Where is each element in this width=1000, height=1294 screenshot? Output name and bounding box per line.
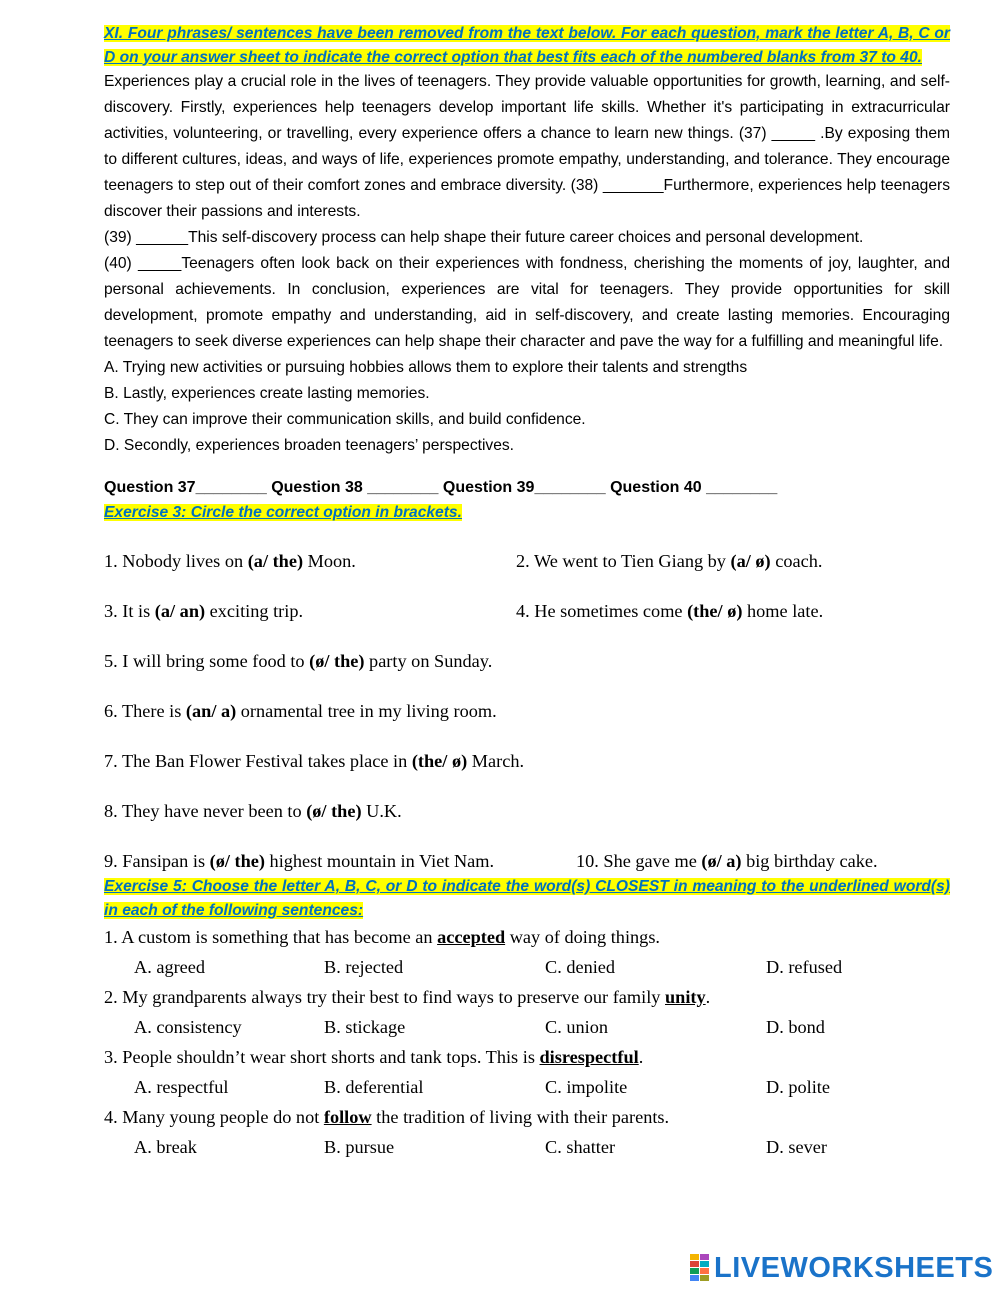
reading-passage bbox=[104, 69, 950, 355]
ex3-item-10[interactable]: 10. She gave me (ø/ a) big birthday cake. bbox=[576, 851, 878, 871]
choice-d[interactable]: D. refused bbox=[766, 957, 843, 977]
exercise-3-row-1 bbox=[104, 551, 950, 601]
ex5-question-4: 4. Many young people do not follow the tradition of living with their parents. bbox=[104, 1107, 670, 1127]
passage-paragraph-3: (40) _____Teenagers often look back on their experiences with fondness, cherishing the moments of joy, laughter, and personal achievements. In conclusion, experiences are vital for teenagers. They provide opportunities for skill development, promote empathy and understanding, aid in self-discovery, and create lasting memories. Encouraging teenagers to seek diverse experiences can help shape their character and pave the way for a fulfilling and meaningful life. bbox=[104, 255, 950, 350]
ex3-item-4[interactable]: 4. He sometimes come (the/ ø) home late. bbox=[516, 601, 824, 621]
worksheet-page bbox=[104, 22, 950, 1162]
passage-paragraph-2: (39) ______This self-discovery process can help shape their future career choices and personal development. bbox=[104, 229, 864, 246]
choice-b[interactable]: B. rejected bbox=[324, 957, 404, 977]
choice-c[interactable]: C. shatter bbox=[545, 1137, 616, 1157]
ex3-item-6[interactable]: 6. There is (an/ a) ornamental tree in my living room. bbox=[104, 701, 497, 721]
ex5-question-1: 1. A custom is something that has become an accepted way of doing things. bbox=[104, 927, 660, 947]
choice-b[interactable]: B. deferential bbox=[324, 1077, 424, 1097]
choice-a[interactable]: A. consistency bbox=[134, 1017, 242, 1037]
choice-a[interactable]: A. respectful bbox=[134, 1077, 229, 1097]
choice-a[interactable]: A. agreed bbox=[134, 957, 206, 977]
answer-line[interactable]: Question 37________ Question 38 ________ Question 39________ Question 40 ________ bbox=[104, 479, 778, 496]
ex3-item-2[interactable]: 2. We went to Tien Giang by (a/ ø) coach. bbox=[516, 551, 823, 571]
choice-c[interactable]: C. denied bbox=[545, 957, 616, 977]
option-a: A. Trying new activities or pursuing hobbies allows them to explore their talents and strengths bbox=[104, 359, 748, 376]
underlined-word: accepted bbox=[437, 927, 506, 947]
exercise-5-heading bbox=[104, 875, 950, 922]
choice-d[interactable]: D. bond bbox=[766, 1017, 825, 1037]
choice-d[interactable]: D. sever bbox=[766, 1137, 827, 1157]
option-c: C. They can improve their communication skills, and build confidence. bbox=[104, 411, 586, 428]
exercise-5-heading-text: Exercise 5: Choose the letter A, B, C, or D to indicate the word(s) CLOSEST in meaning to the underlined word(s) in each of the following sentences: bbox=[104, 878, 950, 919]
exercise-5-questions bbox=[104, 922, 950, 1162]
ex5-choices-1 bbox=[104, 952, 950, 982]
ex3-item-9[interactable]: 9. Fansipan is (ø/ the) highest mountain in Viet Nam. bbox=[104, 851, 495, 871]
exercise-3-row-5 bbox=[104, 751, 950, 801]
choice-d[interactable]: D. polite bbox=[766, 1077, 830, 1097]
ex5-question-3: 3. People shouldn’t wear short shorts and tank tops. This is disrespectful. bbox=[104, 1047, 644, 1067]
exercise-3-row-6 bbox=[104, 801, 950, 851]
liveworksheets-text: LIVEWORKSHEETS bbox=[714, 1251, 994, 1284]
choice-c[interactable]: C. union bbox=[545, 1017, 608, 1037]
underlined-word: unity bbox=[665, 987, 706, 1007]
choice-a[interactable]: A. break bbox=[134, 1137, 197, 1157]
exercise-3-row-2 bbox=[104, 601, 950, 651]
ex5-choices-4 bbox=[104, 1132, 950, 1162]
option-list bbox=[104, 355, 950, 459]
ex5-choices-2 bbox=[104, 1012, 950, 1042]
exercise-3-items bbox=[104, 551, 950, 875]
choice-b[interactable]: B. pursue bbox=[324, 1137, 395, 1157]
section-xi-heading bbox=[104, 22, 950, 69]
option-d: D. Secondly, experiences broaden teenagers’ perspectives. bbox=[104, 437, 515, 454]
ex5-question-2: 2. My grandparents always try their best to find ways to preserve our family unity. bbox=[104, 987, 711, 1007]
exercise-3-heading-text: Exercise 3: Circle the correct option in brackets. bbox=[104, 504, 462, 521]
section-xi-heading-text: XI. Four phrases/ sentences have been removed from the text below. For each question, mark the letter A, B, C or D on your answer sheet to indicate the correct option that best fits each of the numbered blanks from 37 to 40. bbox=[104, 25, 950, 66]
ex3-item-3[interactable]: 3. It is (a/ an) exciting trip. bbox=[104, 601, 304, 621]
underlined-word: disrespectful bbox=[539, 1047, 639, 1067]
liveworksheets-logo bbox=[690, 1252, 993, 1284]
choice-c[interactable]: C. impolite bbox=[545, 1077, 628, 1097]
exercise-3-heading bbox=[104, 501, 950, 525]
liveworksheets-icon bbox=[690, 1254, 710, 1282]
passage-paragraph-1: Experiences play a crucial role in the lives of teenagers. They provide valuable opportunities for growth, learning, and self-discovery. Firstly, experiences help teenagers develop important life skills. Whether it's participating in extracurricular activities, volunteering, or travelling, every experience offers a chance to learn new things. (37) _____ .By exposing them to different cultures, ideas, and ways of life, experiences promote empathy, understanding, and tolerance. They encourage teenagers to step out of their comfort zones and embrace diversity. (38) _______Furthermore, experiences help teenagers discover their passions and interests. bbox=[104, 73, 950, 220]
choice-b[interactable]: B. stickage bbox=[324, 1017, 406, 1037]
exercise-3-row-3 bbox=[104, 651, 950, 701]
ex5-choices-3 bbox=[104, 1072, 950, 1102]
exercise-3-row-4 bbox=[104, 701, 950, 751]
ex3-item-5[interactable]: 5. I will bring some food to (ø/ the) party on Sunday. bbox=[104, 651, 493, 671]
ex3-item-7[interactable]: 7. The Ban Flower Festival takes place in (the/ ø) March. bbox=[104, 751, 525, 771]
ex3-item-1[interactable]: 1. Nobody lives on (a/ the) Moon. bbox=[104, 551, 356, 571]
ex3-item-8[interactable]: 8. They have never been to (ø/ the) U.K. bbox=[104, 801, 402, 821]
exercise-3-row-7 bbox=[104, 851, 950, 875]
option-b: B. Lastly, experiences create lasting memories. bbox=[104, 385, 430, 402]
underlined-word: follow bbox=[323, 1107, 372, 1127]
